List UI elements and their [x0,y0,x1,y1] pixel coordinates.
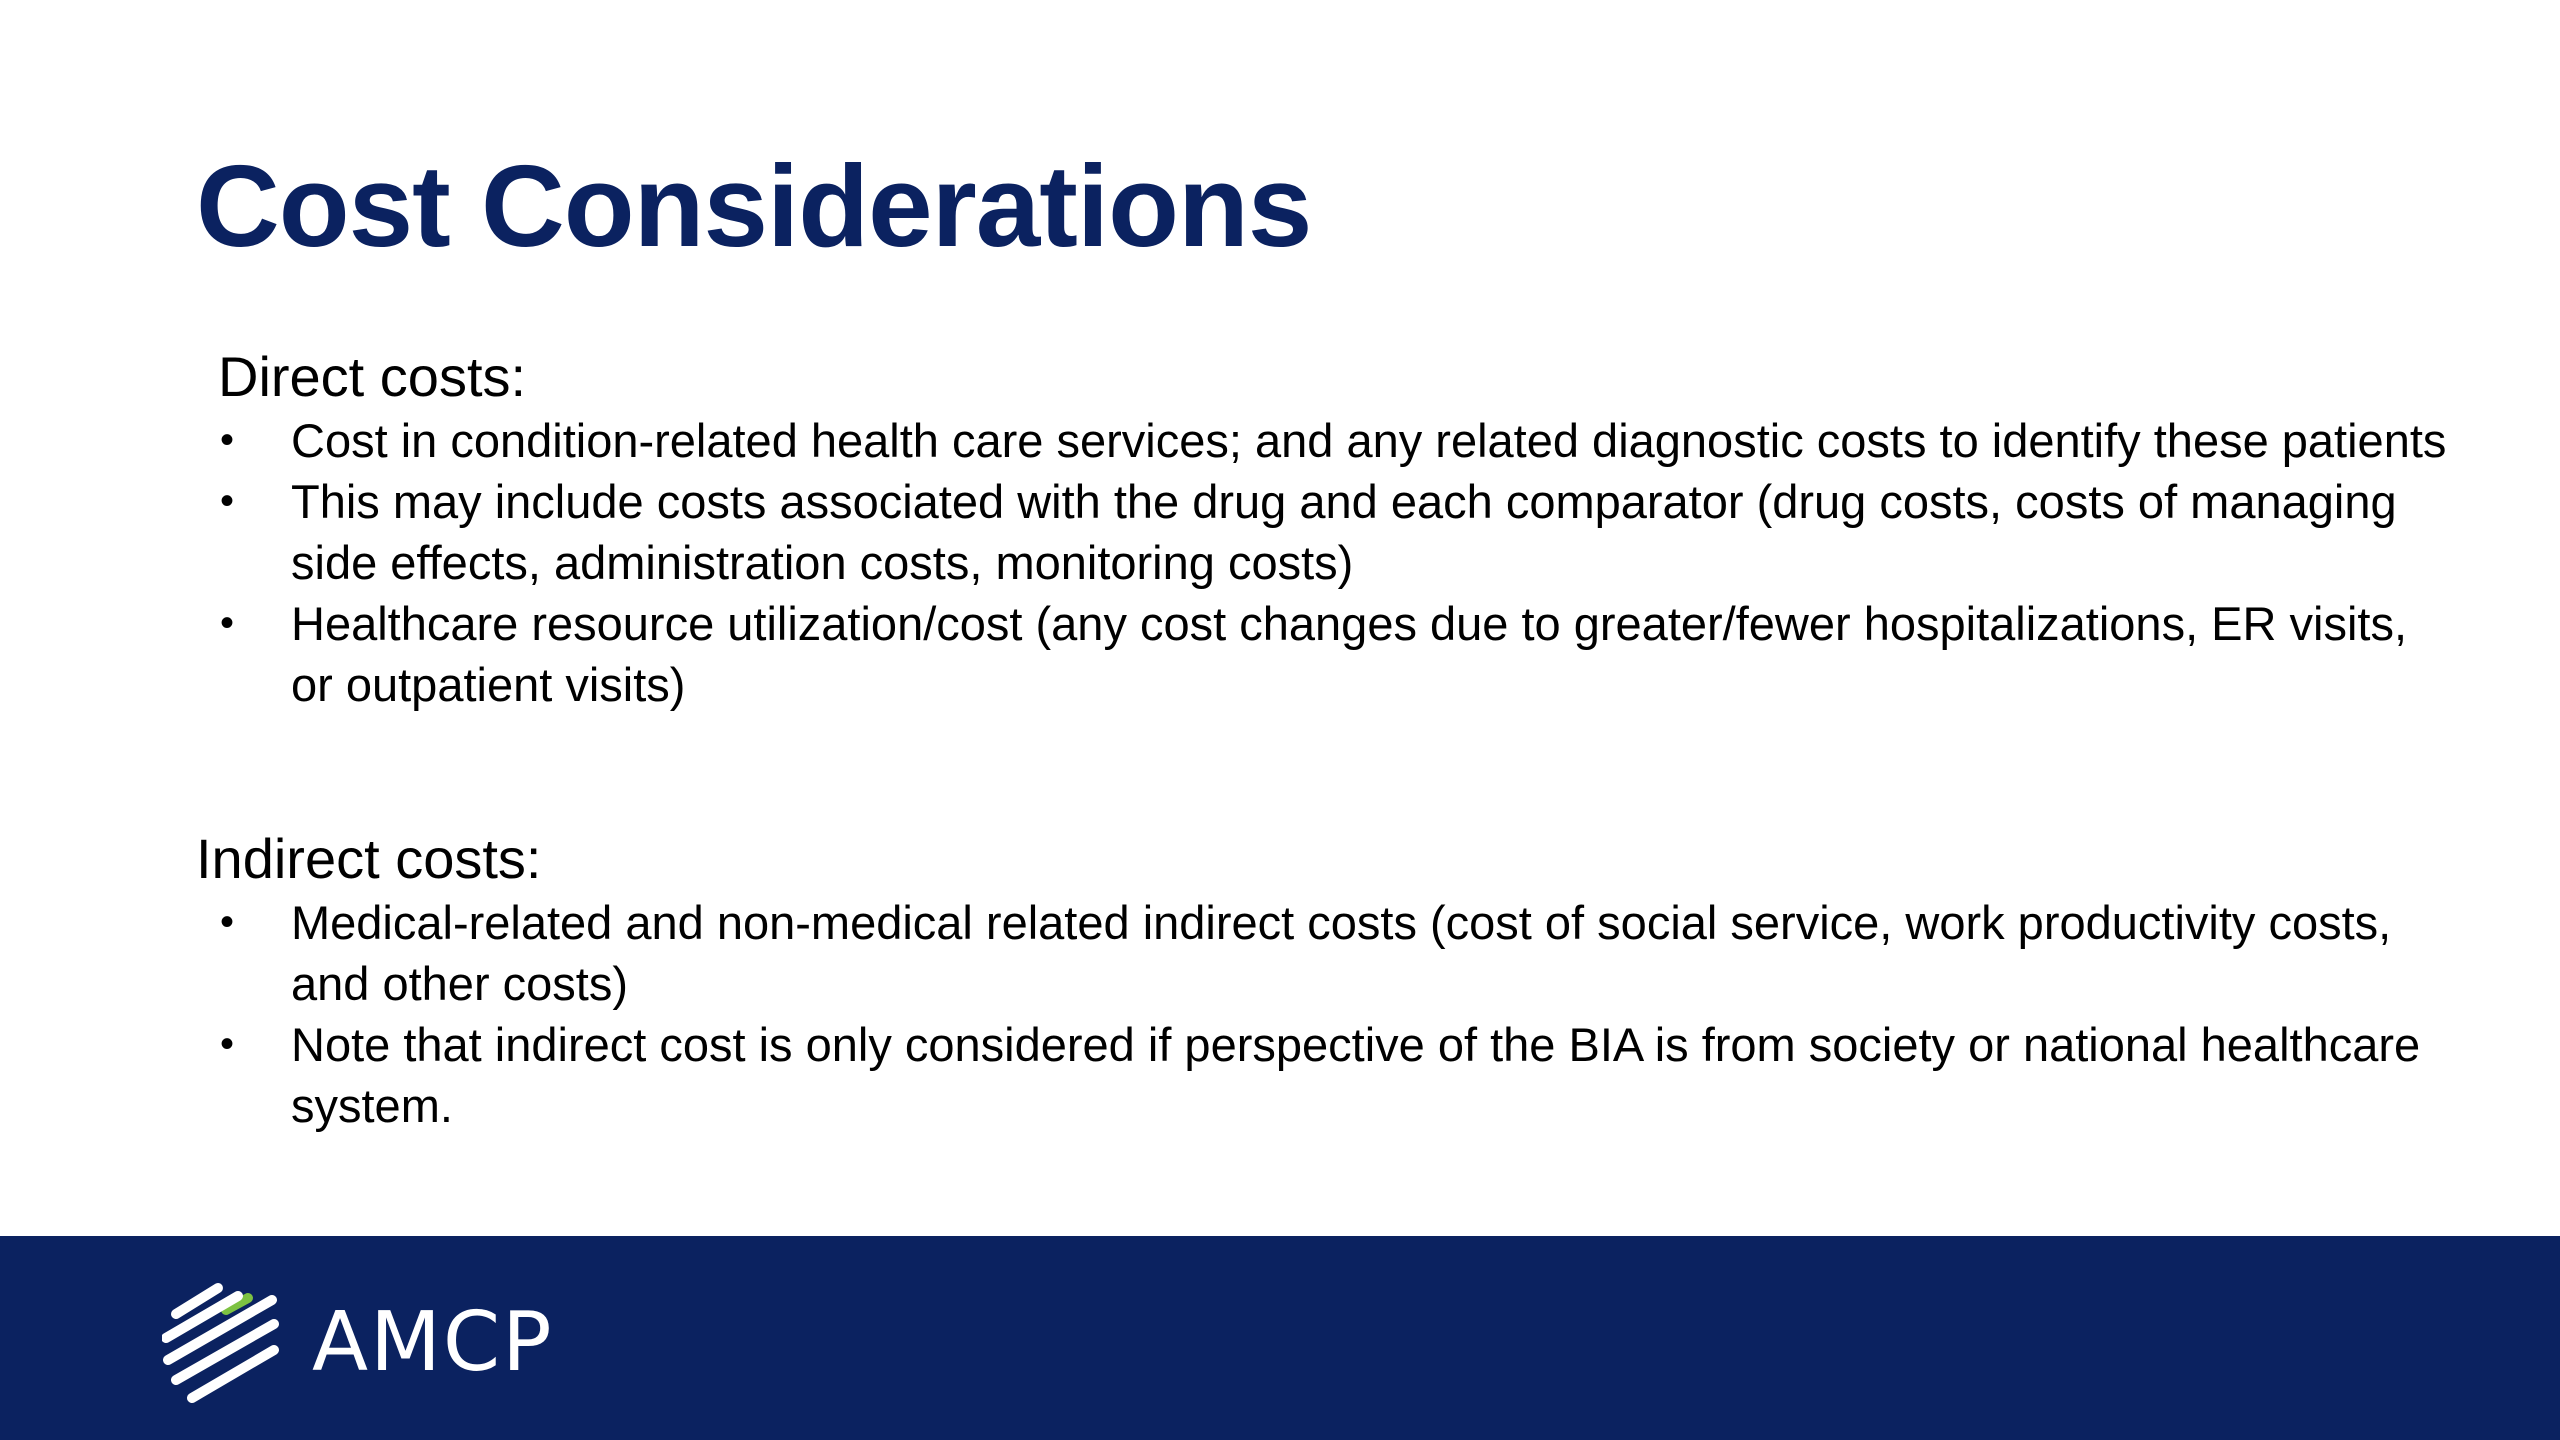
list-item [196,892,2436,1014]
indirect-costs-heading: Indirect costs: [196,827,542,890]
list-item [218,471,2458,593]
bullet-text: Healthcare resource utilization/cost (any cost changes due to greater/fewer hospitalizations, ER visits, or outpatient visits) [291,596,2408,711]
amcp-logo [162,1278,554,1408]
list-item [218,410,2458,471]
bullet-text: Cost in condition-related health care services; and any related diagnostic costs to identify these patients [291,413,2447,467]
bullet-icon: • [220,478,235,523]
direct-costs-section [218,346,2458,715]
bullet-text: Note that indirect cost is only considered if perspective of the BIA is from society or national healthcare system. [291,1017,2421,1132]
slide-title: Cost Considerations [196,141,1312,271]
bullet-icon: • [220,899,235,944]
amcp-stripes-logo-icon [162,1278,286,1408]
indirect-costs-section [196,828,2436,1136]
list-item [218,593,2458,715]
indirect-costs-list [196,892,2436,1136]
bullet-text: Medical-related and non-medical related indirect costs (cost of social service, work productivity costs, and other costs) [291,895,2392,1010]
bullet-icon: • [220,417,235,462]
list-item [196,1014,2436,1136]
bullet-text: This may include costs associated with the drug and each comparator (drug costs, costs of managing side effects, administration costs, monitoring costs) [291,474,2397,589]
logo-wordmark: AMCP [312,1295,554,1390]
direct-costs-heading: Direct costs: [218,345,527,408]
bullet-icon: • [220,600,235,645]
bullet-icon: • [220,1021,235,1066]
direct-costs-list [218,410,2458,715]
